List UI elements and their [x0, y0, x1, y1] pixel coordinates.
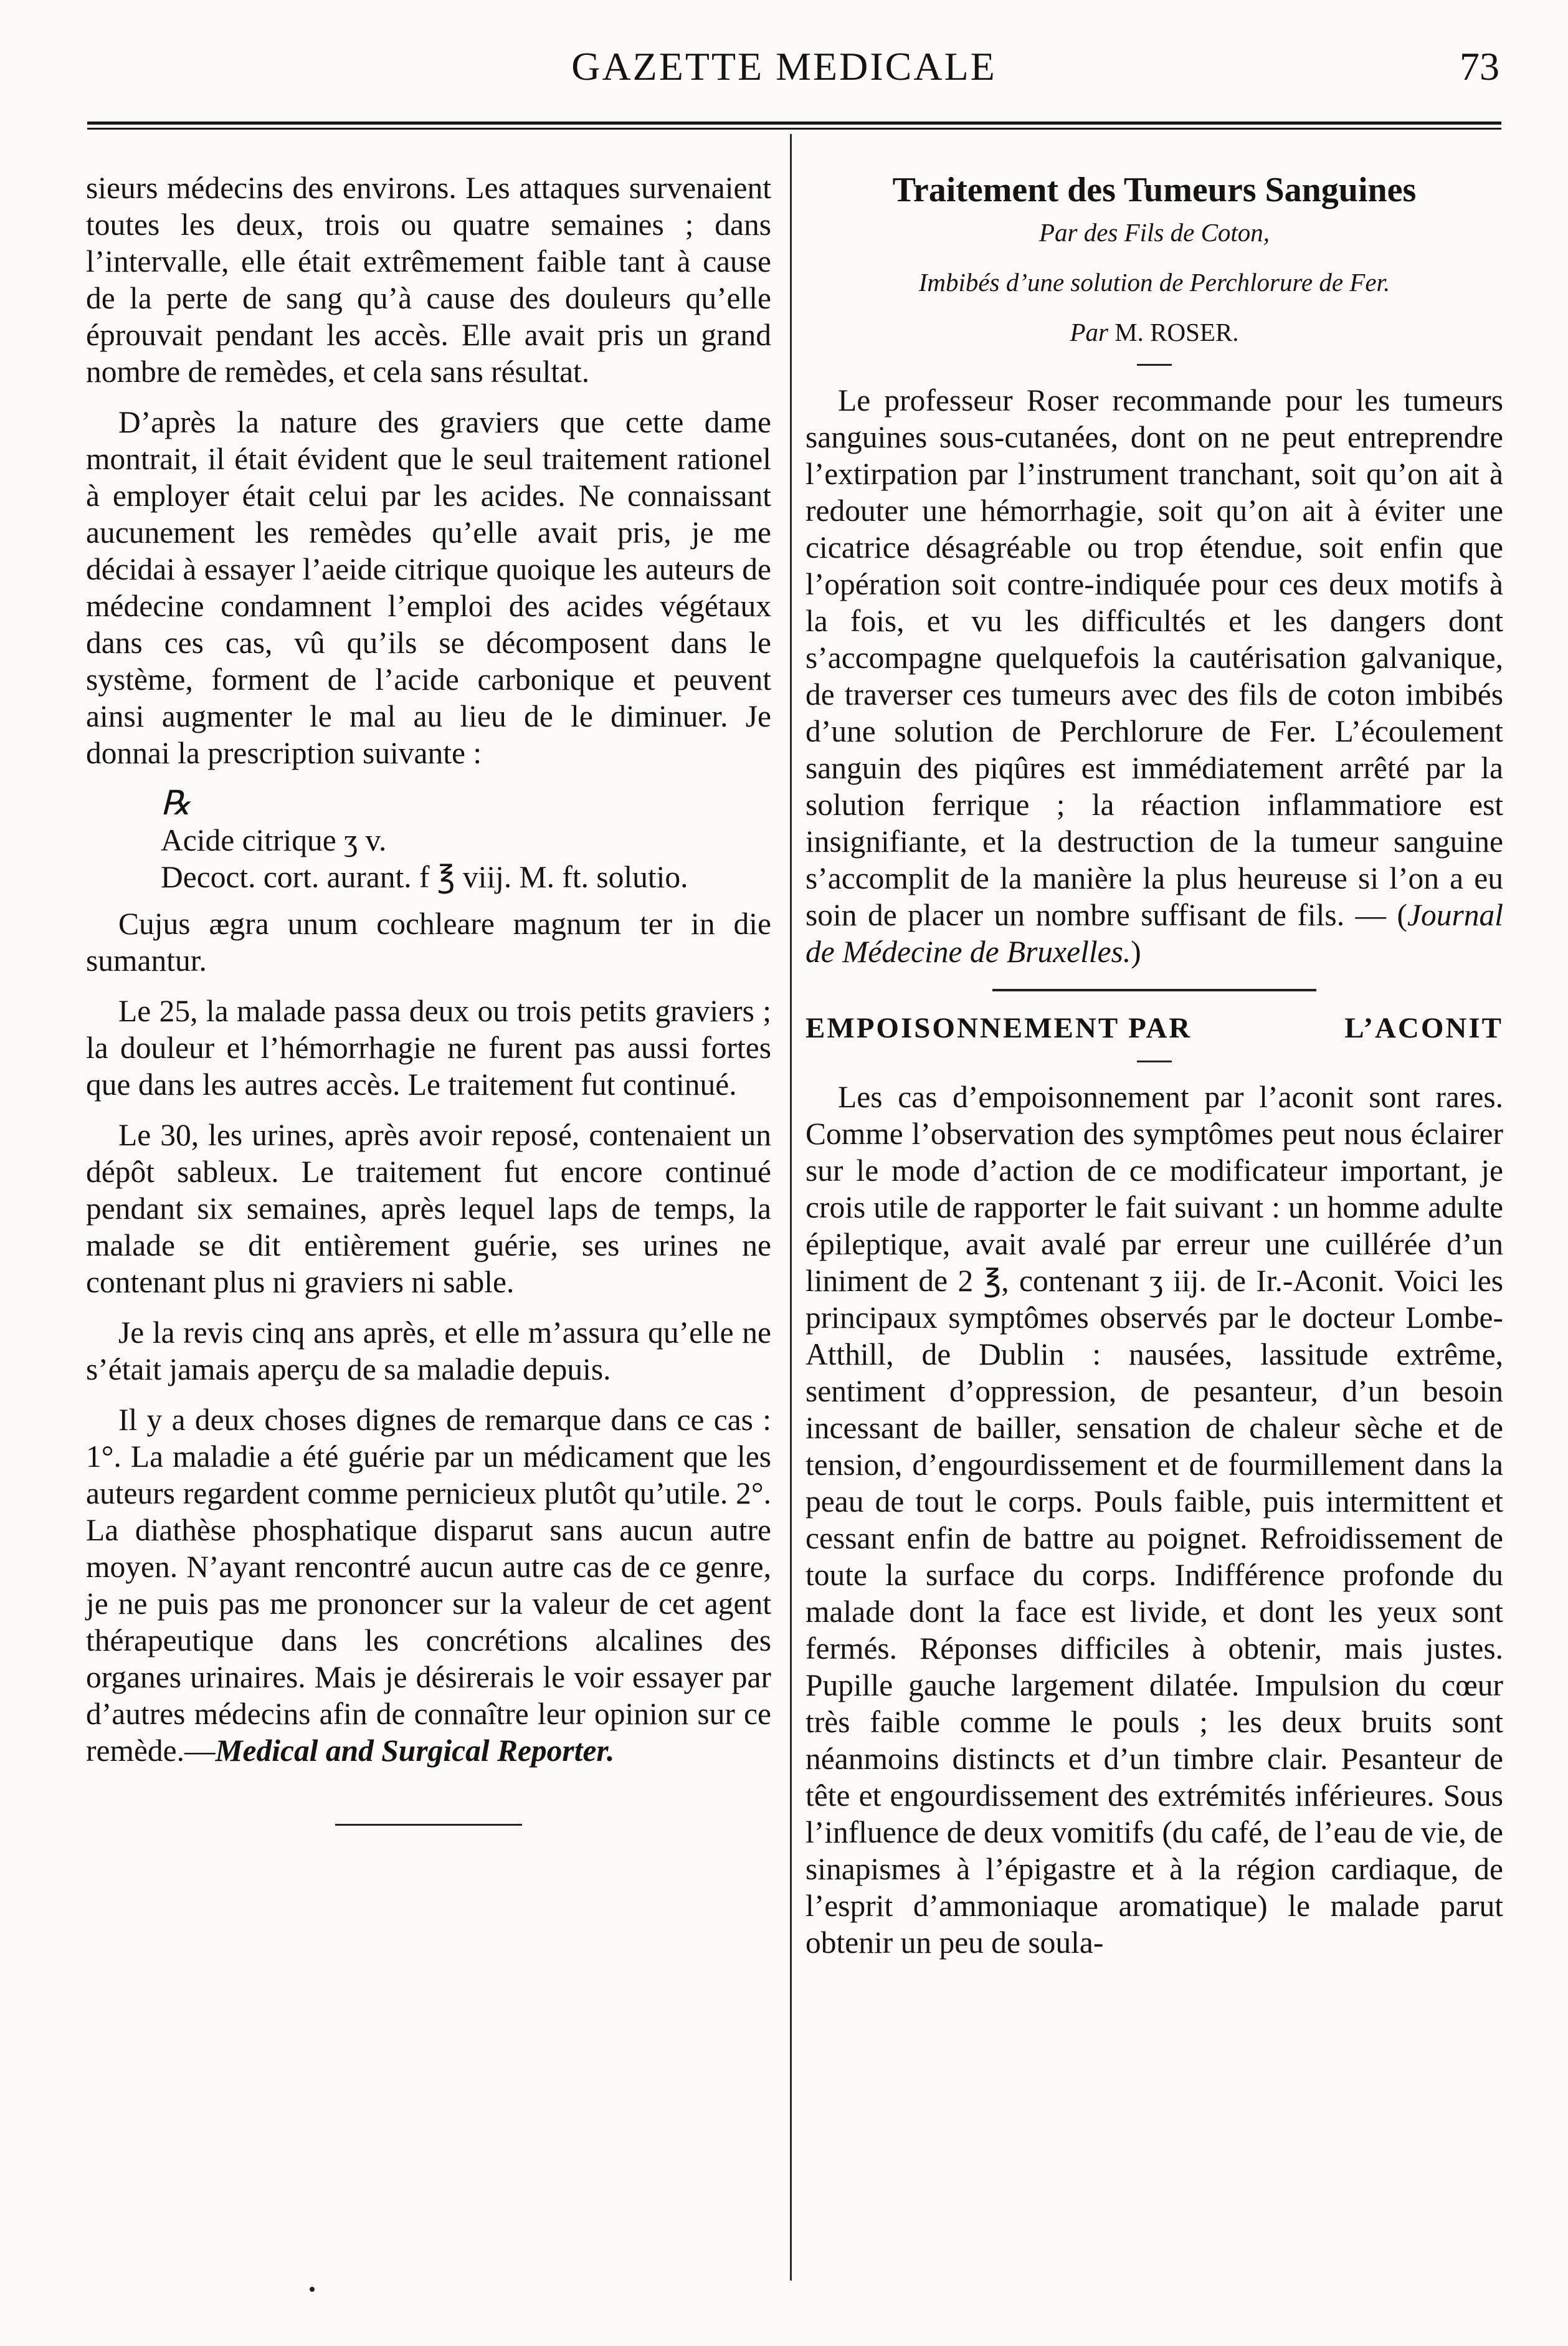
paragraph [86, 1401, 771, 1769]
source-citation: Journal de Médecine de Bruxelles. [805, 898, 1503, 969]
page-number: 73 [1460, 44, 1499, 88]
prescription-line: Decoct. cort. aurant. f ℥ viij. M. ft. solutio. [161, 860, 688, 894]
section-title-left: EMPOISONNEMENT PAR [805, 1012, 1192, 1044]
paragraph: Le 25, la malade passa deux ou trois petits graviers ; la douleur et l’hémorrhagie ne furent pas aussi fortes que dans les autres accès. Le traitement fut continué. [86, 994, 771, 1102]
paragraph: Cujus ægra unum cochleare magnum ter in die sumantur. [86, 907, 771, 978]
right-column [805, 169, 1503, 1975]
journal-title: GAZETTE MEDICALE [571, 44, 997, 88]
separator-dash [1137, 1061, 1172, 1062]
section-rule [992, 989, 1316, 991]
paragraph-text: Le professeur Roser recommande pour les tumeurs sanguines sous-cutanées, dont on ne peut entreprendre l’extirpation par l’instrument tranchant, soit qu’on ait à redouter une hémorrhagie, soit qu’on ait à éviter une cicatrice désagréable ou trop étendue, soit enfin que l’opération soit contre-indiquée pour ces deux motifs à la fois, et vu les difficultés et les dangers dont s’accompagne quelquefois la cautérisation galvanique, de traverser ces tumeurs avec des fils de coton imbibés d’une solution de Perchlorure de Fer. L’écoulement sanguin des piqûres est immédiatement arrêté par la solution ferrique ; la réaction inflammatiore est insignifiante, et la destruction de la tumeur sanguine s’accomplit de la manière la plus heureuse si l’on a eu soin de placer un nombre suffisant de fils. — ( [805, 383, 1503, 932]
author-name: M. ROSER. [1114, 318, 1239, 346]
paragraph: sieurs médecins des environs. Les attaques survenaient toutes les deux, trois ou quatre semaines ; dans l’intervalle, elle était extrêmement faible tant à cause de la perte de sang qu’à cause des douleurs qu’elle éprouvait pendant les accès. Elle avait pris un grand nombre de remèdes, et cela sans résultat. [86, 171, 771, 389]
paragraph: Je la revis cinq ans après, et elle m’assura qu’elle ne s’était jamais aperçu de sa maladie depuis. [86, 1315, 771, 1386]
source-citation: Medical and Surgical Reporter. [215, 1733, 615, 1768]
prescription [161, 785, 771, 895]
article-title: Traitement des Tumeurs Sanguines [892, 171, 1417, 209]
article-subtitle: Par des Fils de Coton, [1038, 218, 1270, 247]
article-byline [805, 314, 1503, 350]
section-title-right: L’ACONIT [1344, 1012, 1503, 1044]
print-mark [310, 2287, 315, 2292]
recipe-symbol: ℞ [161, 784, 191, 822]
header-rule-bottom [87, 128, 1501, 130]
left-column [86, 169, 771, 1826]
section-title [805, 1010, 1503, 1047]
paragraph [805, 382, 1503, 970]
separator-dash [1137, 364, 1172, 366]
article-end-rule [335, 1824, 522, 1826]
prescription-line: Acide citrique ʒ v. [161, 823, 387, 857]
paragraph-text: Il y a deux choses dignes de remarque dans ce cas : 1°. La maladie a été guérie par un médicament que les auteurs regardent comme pernicieux plutôt qu’utile. 2°. La diathèse phosphatique disparut sans aucun autre moyen. N’ayant rencontré aucun autre cas de ce genre, je ne puis pas me prononcer sur la valeur de cet agent thérapeutique dans les concrétions alcalines des organes urinaires. Mais je désirerais le voir essayer par d’autres médecins afin de connaître leur opinion sur ce remède.— [86, 1403, 771, 1768]
paragraph: D’après la nature des graviers que cette dame montrait, il était évident que le seul traitement rationel à employer était celui par les acides. Ne connaissant aucunement les remèdes qu’elle avait pris, je me décidai à essayer l’aeide citrique quoique les auteurs de médecine condamnent l’emploi des acides végétaux dans ces cas, vû qu’ils se décomposent dans le système, forment de l’acide carbonique et peuvent ainsi augmenter le mal au lieu de le diminuer. Je donnai la prescription suivante : [86, 405, 771, 770]
article-subtitle: Imbibés d’une solution de Perchlorure de Fer. [918, 268, 1390, 297]
closing-paren: ) [1131, 935, 1141, 969]
column-divider [790, 134, 792, 2281]
paragraph: Les cas d’empoisonnement par l’aconit sont rares. Comme l’observation des symptômes peut nous éclairer sur le mode d’action de ce modificateur important, je crois utile de rapporter le fait suivant : un homme adulte épileptique, avait avalé par erreur une cuillérée d’un liniment de 2 ℥, contenant ʒ iij. de Ir.-Aconit. Voici les principaux symptômes observés par le docteur Lombe-Atthill, de Dublin : nausées, lassitude extrême, sentiment d’oppression, de pesanteur, d’un besoin incessant de bailler, sensation de chaleur sèche et de tension, d’engourdissement et de fourmillement dans la peau de tout le corps. Pouls faible, puis intermittent et cessant enfin de battre au poignet. Refroidissement de toute la surface du corps. Indifférence profonde du malade dont la face est livide, et dont les yeux sont fermés. Réponses difficiles à obtenir, mais justes. Pupille gauche largement dilatée. Impulsion du cœur très faible comme le pouls ; les deux bruits sont néanmoins distincts et d’un timbre clair. Pesanteur de tête et engourdissement des extrémités inférieures. Sous l’influence de deux vomitifs (du café, de l’eau de vie, de sinapismes à l’épigastre et à la région cardiaque, de l’esprit d’ammoniaque aromatique) le malade parut obtenir un peu de soula- [805, 1080, 1503, 1960]
paragraph: Le 30, les urines, après avoir reposé, contenaient un dépôt sableux. Le traitement fut encore continué pendant six semaines, après lequel laps de temps, la malade se dit entièrement guérie, ses urines ne contenant plus ni graviers ni sable. [86, 1118, 771, 1299]
byline-prefix: Par [1070, 318, 1108, 346]
header-rule-top [87, 122, 1501, 125]
page-header [0, 44, 1568, 100]
